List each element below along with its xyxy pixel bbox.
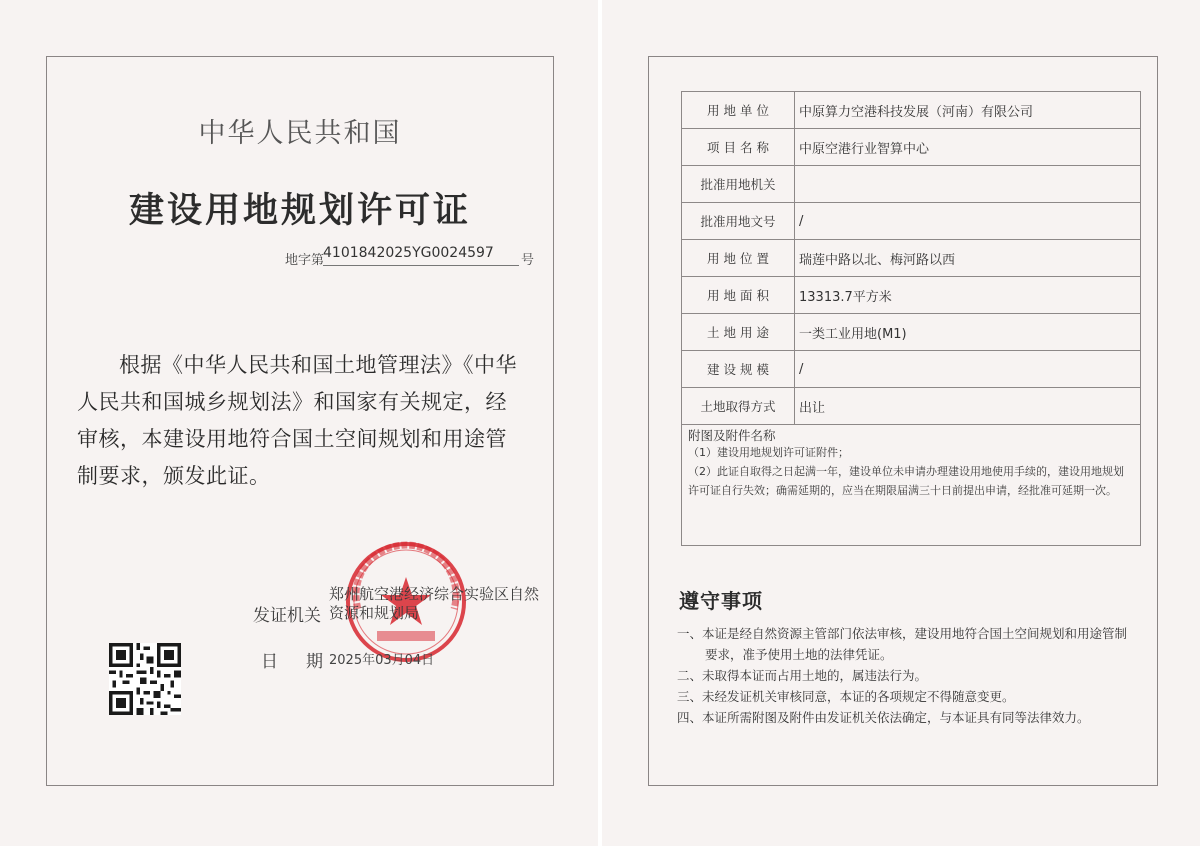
table-row: [682, 388, 1141, 425]
attachments-cell: [682, 425, 1141, 546]
table-row: [682, 240, 1141, 277]
country-title: 中华人民共和国: [198, 118, 402, 149]
table-row: [682, 277, 1141, 314]
rule-item: 二、未取得本证而占用土地的，属违法行为。: [677, 668, 928, 683]
qr-code: [109, 643, 181, 715]
date-label: 日期: [261, 652, 351, 672]
permit-number: 4101842025YG0024597: [323, 245, 519, 266]
row-value: 13313.7平方米: [795, 277, 1141, 314]
issuer-name: 郑州航空港经济综合实验区自然资源和规划局: [329, 585, 540, 622]
certificate-front-page: [0, 0, 598, 846]
issuer-label: 发证机关: [253, 606, 321, 626]
attachments-row: [682, 425, 1141, 546]
row-value: /: [795, 351, 1141, 388]
permit-number-suffix: 号: [521, 253, 535, 268]
permit-title: 建设用地规划许可证: [128, 191, 471, 231]
rule-item: 四、本证所需附图及附件由发证机关依法确定，与本证具有同等法律效力。: [677, 710, 1090, 725]
row-value: /: [795, 203, 1141, 240]
attachments-title: 附图及附件名称: [688, 428, 776, 443]
row-value: 出让: [795, 388, 1141, 425]
row-label: 项 目 名 称: [682, 129, 795, 166]
attachment-item: （2）此证自取得之日起满一年，建设单位未申请办理建设用地使用手续的，建设用地规划许可证自行失效；确需延期的，应当在期限届满三十日前提出申请，经批准可延期一次。: [688, 465, 1124, 497]
row-label: 用 地 面 积: [682, 277, 795, 314]
certificate-statement: 根据《中华人民共和国土地管理法》《中华人民共和国城乡规划法》和国家有关规定，经审核，本建设用地符合国土空间规划和用途管制要求，颁发此证。: [77, 353, 517, 488]
rules-title: 遵守事项: [679, 589, 763, 613]
row-label: 建 设 规 模: [682, 351, 795, 388]
certificate-front-frame: [46, 56, 554, 786]
table-row: [682, 166, 1141, 203]
table-row: [682, 314, 1141, 351]
table-row: [682, 203, 1141, 240]
land-info-table: [681, 91, 1141, 546]
row-label: 土地取得方式: [682, 388, 795, 425]
row-label: 用 地 位 置: [682, 240, 795, 277]
issue-date: 2025年03月04日: [329, 653, 435, 668]
rule-item: 一、本证是经自然资源主管部门依法审核，建设用地符合国土空间规划和用途管制要求，准予使用土地的法律凭证。: [677, 626, 1128, 662]
row-value: [795, 166, 1141, 203]
attachment-item: （1）建设用地规划许可证附件；: [688, 446, 849, 459]
certificate-back-page: [602, 0, 1200, 846]
row-label: 用 地 单 位: [682, 92, 795, 129]
row-label: 批准用地机关: [682, 166, 795, 203]
table-row: [682, 92, 1141, 129]
permit-number-row: [285, 245, 535, 269]
row-label: 土 地 用 途: [682, 314, 795, 351]
row-label: 批准用地文号: [682, 203, 795, 240]
row-value: 中原空港行业智算中心: [795, 129, 1141, 166]
row-value: 瑞莲中路以北、梅河路以西: [795, 240, 1141, 277]
rules-list: [677, 623, 1139, 728]
certificate-back-frame: [648, 56, 1158, 786]
permit-number-prefix: 地字第: [285, 253, 325, 268]
rule-item: 三、未经发证机关审核同意，本证的各项规定不得随意变更。: [677, 689, 1015, 704]
row-value: 一类工业用地(M1): [795, 314, 1141, 351]
table-row: [682, 351, 1141, 388]
table-row: [682, 129, 1141, 166]
row-value: 中原算力空港科技发展（河南）有限公司: [795, 92, 1141, 129]
